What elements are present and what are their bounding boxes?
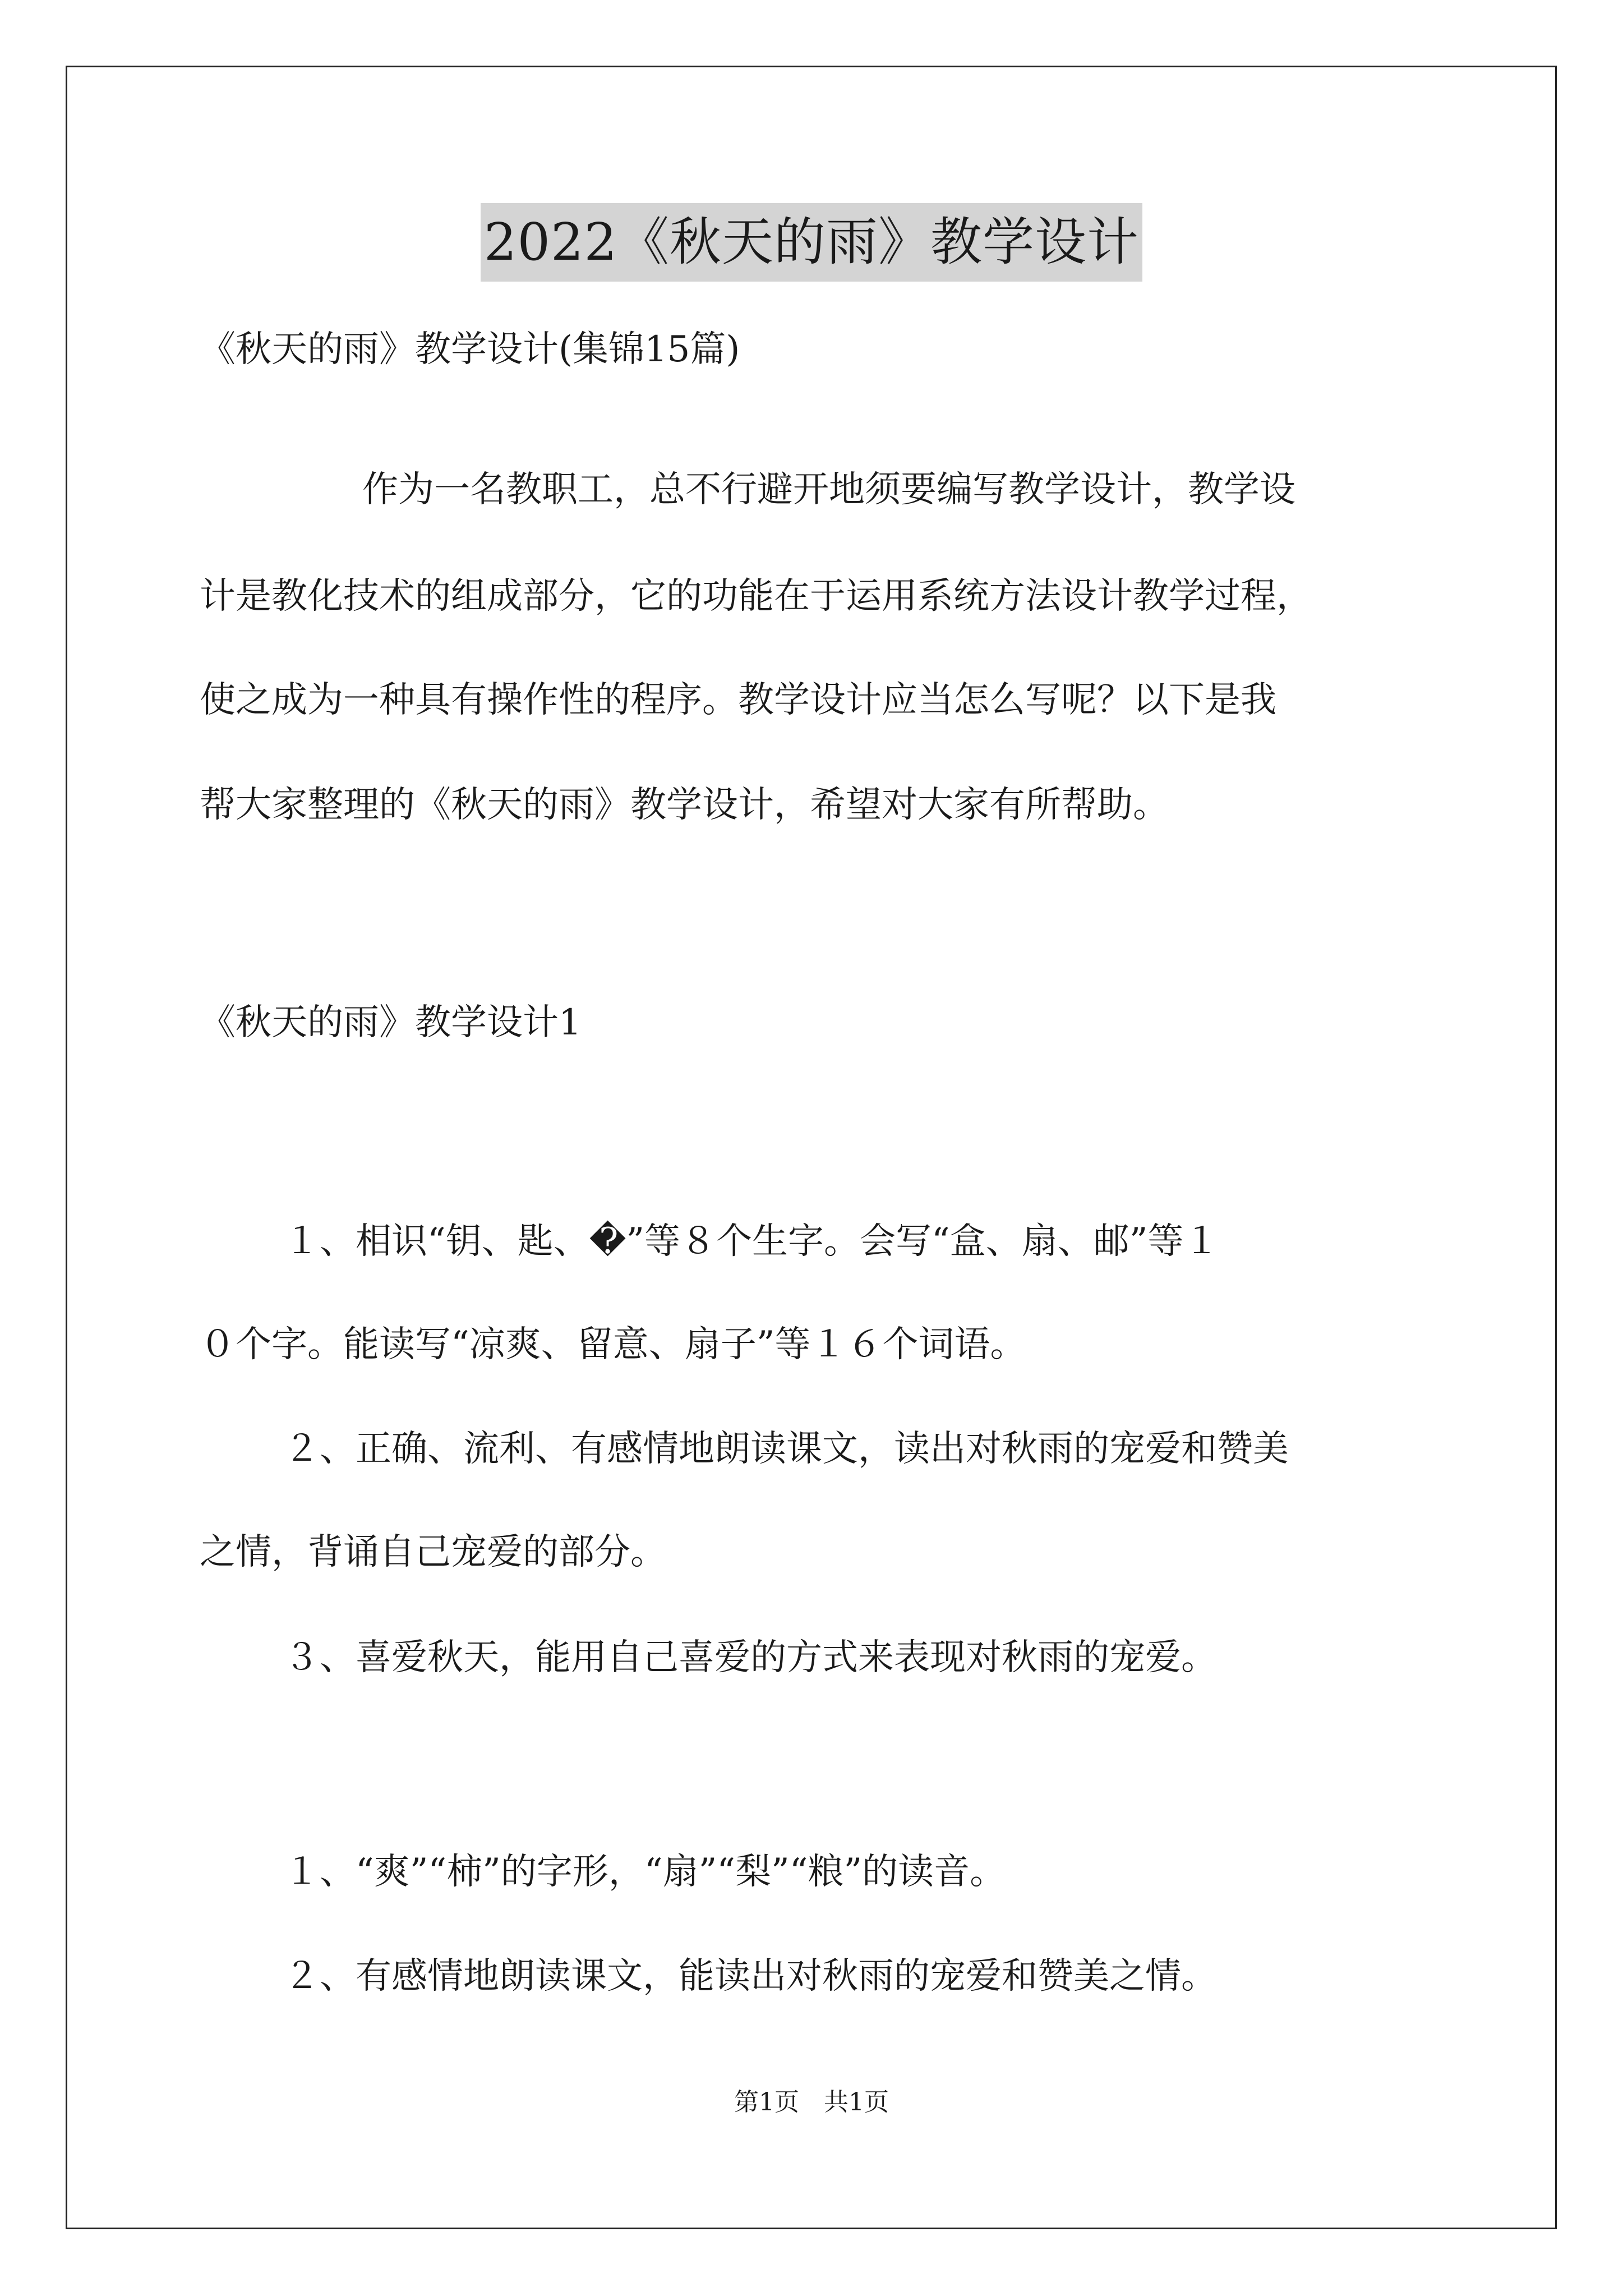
goal-line-4: 之情，背诵自己宠爱的部分。 bbox=[200, 1531, 666, 1573]
intro-line-2: 计是教化技术的组成部分，它的功能在于运用系统方法设计教学过程， bbox=[200, 576, 1312, 617]
goal-line-5: ３、喜爱秋天，能用自己喜爱的方式来表现对秋雨的宠爱。 bbox=[284, 1637, 1217, 1678]
document-subtitle: 《秋天的雨》教学设计(集锦15篇) bbox=[200, 329, 740, 370]
page-border bbox=[66, 66, 1557, 2229]
goal-line-1: １、相识“钥、匙、�”等８个生字。会写“盒、扇、邮”等１ bbox=[284, 1221, 1220, 1262]
page-footer bbox=[0, 2086, 1623, 2119]
goal-line-3: ２、正确、流利、有感情地朗读课文，读出对秋雨的宠爱和赞美 bbox=[284, 1428, 1289, 1470]
section-heading: 《秋天的雨》教学设计1 bbox=[200, 1002, 582, 1043]
goal-line-2: ０个字。能读写“凉爽、留意、扇子”等１６个词语。 bbox=[200, 1324, 1026, 1365]
document-title: 2022《秋天的雨》教学设计 bbox=[481, 203, 1142, 282]
keypoint-line-1: １、“爽”“柿”的字形，“扇”“梨”“粮”的读音。 bbox=[284, 1851, 1006, 1893]
page-number: 第1页 bbox=[734, 2088, 799, 2116]
intro-line-1: 作为一名教职工，总不行避开地须要编写教学设计，教学设 bbox=[362, 469, 1295, 510]
page-total: 共1页 bbox=[824, 2088, 889, 2116]
intro-line-3: 使之成为一种具有操作性的程序。教学设计应当怎么写呢？以下是我 bbox=[200, 679, 1276, 721]
keypoint-line-2: ２、有感情地朗读课文，能读出对秋雨的宠爱和赞美之情。 bbox=[284, 1955, 1217, 1997]
title-container bbox=[0, 203, 1623, 282]
intro-line-4: 帮大家整理的《秋天的雨》教学设计，希望对大家有所帮助。 bbox=[200, 784, 1169, 826]
